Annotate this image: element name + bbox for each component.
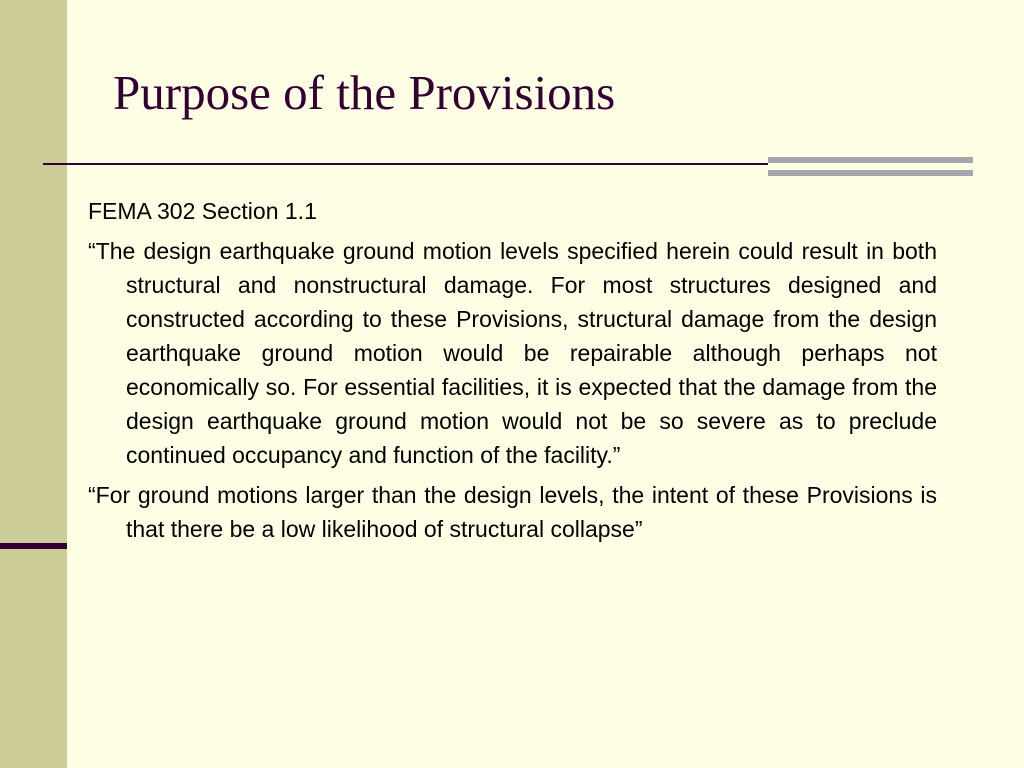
- side-bar-accent: [0, 543, 67, 549]
- quote-paragraph-1: “The design earthquake ground motion levels specified herein could result in both structural and nonstructural damage. For most structures designed and constructed according to these Provisions, structural damage from the design earthquake ground motion would be repairable although perhaps not economically so. For essential facilities, it is expected that the damage from the design earthquake ground motion would not be so severe as to preclude continued occupancy and function of the facility.”: [88, 238, 937, 468]
- rule-accent: [768, 157, 973, 179]
- section-heading: FEMA 302 Section 1.1: [88, 198, 317, 224]
- rule-accent-band-bottom: [768, 170, 973, 176]
- slide-title: Purpose of the Provisions: [113, 65, 616, 120]
- side-bar: [0, 0, 67, 768]
- quote-paragraph-2: “For ground motions larger than the design levels, the intent of these Provisions is that there be a low likelihood of structural collapse”: [88, 482, 937, 542]
- title-rule: [43, 163, 768, 165]
- rule-accent-band-top: [768, 157, 973, 163]
- slide-body: [88, 194, 937, 546]
